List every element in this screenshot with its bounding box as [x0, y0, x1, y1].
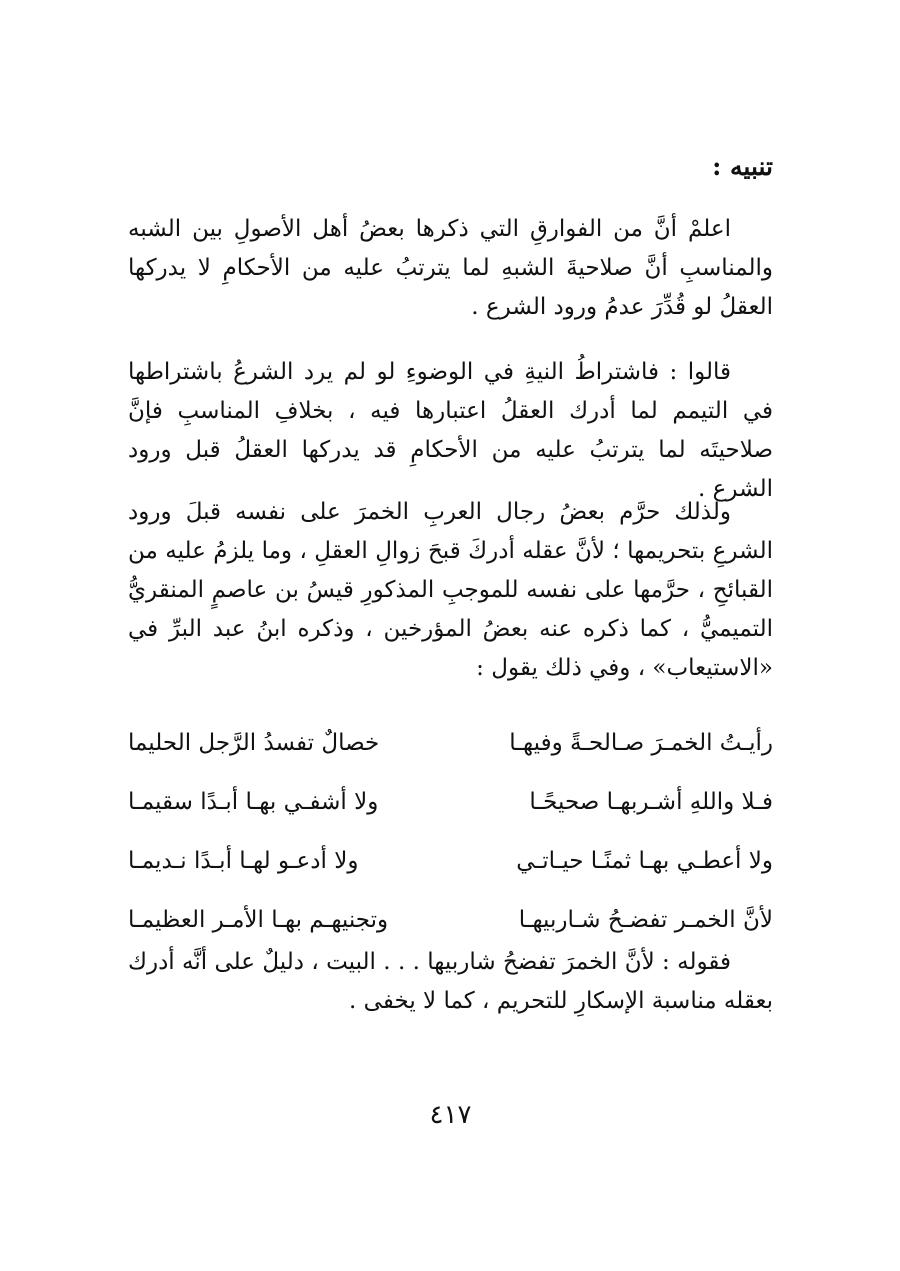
verse-first-hemistich: لأنَّ الخمـر تفضـحُ شـاربيهـا	[518, 906, 773, 933]
paragraph-example: قالوا : فاشتراطُ النيةِ في الوضوءِ لو لم يرد الشرعُ باشتراطها في التيمم لما أدرك العقلُ اعتبارها فيه ، بخلافِ المناسبِ فإنَّ صلاحيتَه لما يترتبُ عليه من الأحكامِ قد يدركها العقلُ قبل ورود الشرع .	[128, 359, 773, 502]
document-page	[128, 0, 773, 1271]
poem-verse	[128, 890, 773, 949]
verse-second-hemistich: وتجنيهـم بهـا الأمـر العظيمـا	[128, 906, 389, 933]
poem-verse	[128, 831, 773, 890]
poem-verse	[128, 772, 773, 831]
verse-second-hemistich: ولا أشفـي بهـا أبـدًا سقيمـا	[128, 788, 379, 815]
verse-first-hemistich: ولا أعطـي بهـا ثمنًـا حيـاتـي	[516, 847, 773, 874]
paragraph-conclusion: فقوله : لأنَّ الخمرَ تفضحُ شاربيها . . . البيت ، دليلٌ على أنَّه أدرك بعقله مناسبة الإسكارِ للتحريم ، كما لا يخفى .	[128, 949, 773, 1014]
verse-first-hemistich: فـلا واللهِ أشـربهـا صحيحًـا	[529, 788, 773, 815]
section-heading: تنبيه :	[712, 152, 773, 181]
verse-second-hemistich: ولا أدعـو لهـا أبـدًا نـديمـا	[128, 847, 359, 874]
verse-first-hemistich: رأيـتُ الخمـرَ صـالحـةً وفيهـا	[509, 729, 773, 756]
paragraph-story: ولذلك حرَّم بعضُ رجال العربِ الخمرَ على نفسه قبلَ ورود الشرعِ بتحريمها ؛ لأنَّ عقله أدركَ قبحَ زوالِ العقلِ ، وما يلزمُ عليه من القبائحِ ، حرَّمها على نفسه للموجبِ المذكورِ قيسُ بن عاصمٍ المنقريُّ التميميُّ ، كما ذكره عنه بعضُ المؤرخين ، وذكره ابنُ عبد البرِّ في «الاستيعاب» ، وفي ذلك يقول :	[128, 499, 773, 681]
paragraph-intro: اعلمْ أنَّ من الفوارقِ التي ذكرها بعضُ أهل الأصولِ بين الشبه والمناسبِ أنَّ صلاحيةَ الشبهِ لما يترتبُ عليه من الأحكامِ لا يدركها العقلُ لو قُدِّرَ عدمُ ورود الشرع .	[128, 216, 773, 320]
page-number: ٤١٧	[429, 1100, 472, 1130]
verse-second-hemistich: خصالٌ تفسدُ الرَّجل الحليما	[128, 729, 380, 756]
poem-verse	[128, 713, 773, 772]
poem	[128, 713, 773, 949]
